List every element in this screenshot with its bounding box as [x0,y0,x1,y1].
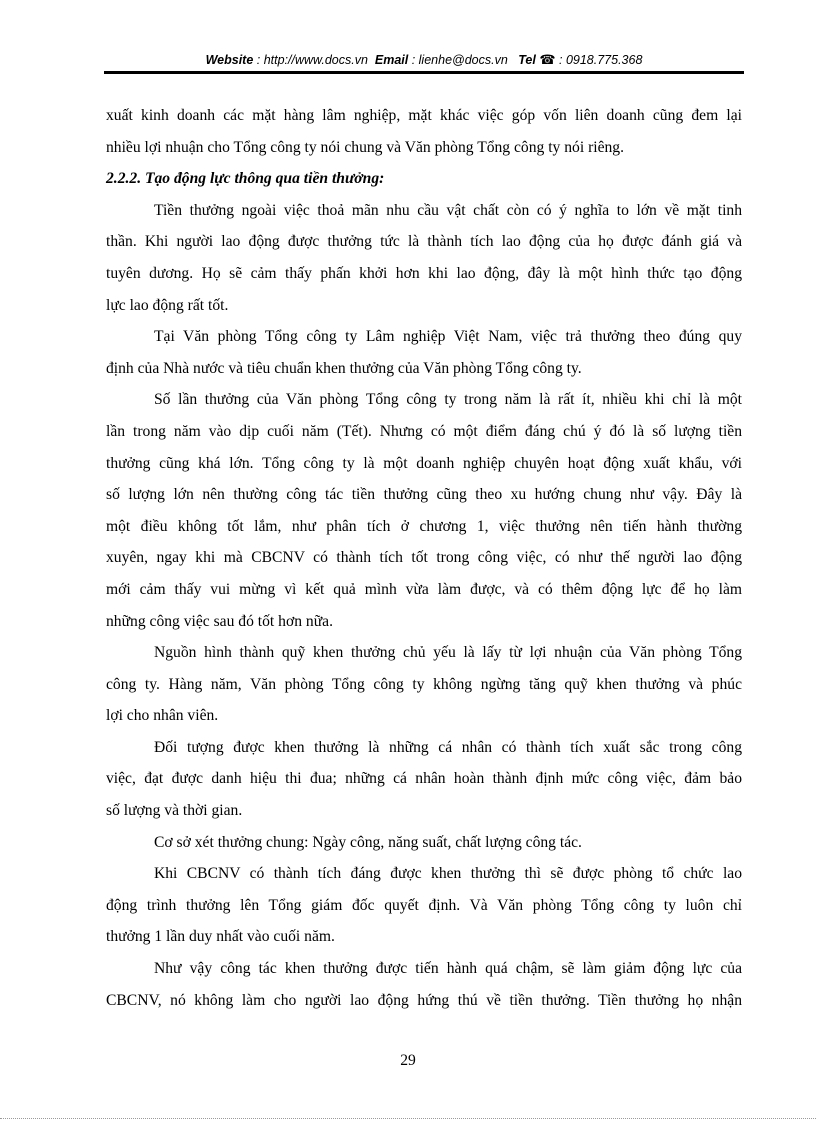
paragraph-2 [106,195,742,321]
text-line: thưởng cũng khá lớn. Tổng công ty là một doanh nghiệp chuyên hoạt động xuất khẩu, với [106,454,742,472]
text-line: thưởng 1 lần duy nhất vào cuối năm. [106,928,335,946]
text-line: Như vậy công tác khen thưởng được tiến hành quá chậm, sẽ làm giảm động lực của [154,960,742,978]
text-line: Số lần thưởng của Văn phòng Tổng công ty trong năm là rất ít, nhiều khi chỉ là một [154,391,742,409]
page-bottom-border [0,1118,816,1119]
paragraph-7 [106,827,742,859]
text-line: Cơ sở xét thưởng chung: Ngày công, năng suất, chất lượng công tác. [154,833,582,851]
text-line: một điều không tốt lắm, như phân tích ở chương 1, việc thưởng nên tiến hành thường [106,517,742,535]
section-heading: 2.2.2. Tạo động lực thông qua tiền thưởng: [106,170,385,188]
text-line: Khi CBCNV có thành tích đáng được khen thưởng thì sẽ được phòng tổ chức lao [154,865,742,883]
text-line: lợi cho nhân viên. [106,707,219,725]
text-line: Đối tượng được khen thưởng là những cá nhân có thành tích xuất sắc trong công [154,738,742,756]
text-line: thần. Khi người lao động được thưởng tức là thành tích lao động của họ được đánh giá và [106,233,742,251]
paragraph-9 [106,953,742,1016]
tel-separator: : [555,53,566,67]
text-line: định của Nhà nước và tiêu chuẩn khen thưởng của Văn phòng Tổng công ty. [106,359,582,377]
text-line: lần trong năm vào dịp cuối năm (Tết). Nhưng có một điểm đáng chú ý đó là số lượng tiền [106,422,742,440]
page-number: 29 [400,1052,416,1069]
text-line: động trình thưởng lên Tổng giám đốc quyết định. Và Văn phòng Tổng công ty luôn chỉ [106,896,742,914]
paragraph-5 [106,637,742,732]
text-line: những công việc sau đó tốt hơn nữa. [106,612,333,630]
text-line: công ty. Hàng năm, Văn phòng Tổng công ty không ngừng tăng quỹ khen thưởng và phúc [106,675,742,693]
paragraph-3 [106,321,742,384]
text-line: Nguồn hình thành quỹ khen thưởng chủ yếu là lấy từ lợi nhuận của Văn phòng Tổng [154,644,742,662]
text-line: xuất kinh doanh các mặt hàng lâm nghiệp, mặt khác việc góp vốn liên doanh cũng đem lại [106,107,742,124]
phone-icon: ☎ [539,52,556,67]
text-line: số lượng lớn nên thường công tác tiền thưởng cũng theo xu hướng chung như vậy. Đây là [106,486,742,504]
text-line: việc, đạt được danh hiệu thi đua; những cá nhân hoàn thành định mức công việc, đảm bảo [106,770,742,788]
tel-value: 0918.775.368 [565,53,643,67]
text-line: CBCNV, nó không làm cho người lao động hứng thú về tiền thưởng. Tiền thưởng họ nhận [106,991,742,1009]
website-label: Website [205,53,254,67]
text-line: nhiều lợi nhuận cho Tổng công ty nói chung và Văn phòng Tổng công ty nói riêng. [106,138,625,156]
email-value: lienhe@docs.vn [418,53,508,67]
paragraph-4 [106,384,742,637]
page-header [108,51,740,71]
paragraph-8 [106,858,742,953]
website-url: http://www.docs.vn [263,53,368,67]
document-body [106,100,742,1016]
paragraph-1 [106,100,742,163]
text-line: lực lao động rất tốt. [106,296,229,314]
header-rule [104,71,744,74]
website-separator: : [253,53,264,67]
text-line: số lượng và thời gian. [106,802,243,820]
text-line: mới cảm thấy vui mừng vì kết quả mình vừa làm được, và có thêm động lực để họ làm [106,580,742,598]
text-line: xuyên, ngay khi mà CBCNV có thành tích tốt trong công việc, có như thế người lao động [106,549,742,567]
text-line: Tiền thưởng ngoài việc thoả mãn nhu cầu vật chất còn có ý nghĩa to lớn về mặt tinh [154,201,742,219]
paragraph-6 [106,732,742,827]
text-line: Tại Văn phòng Tổng công ty Lâm nghiệp Việt Nam, việc trả thưởng theo đúng quy [154,328,742,346]
text-line: tuyên dương. Họ sẽ cảm thấy phấn khởi hơn khi lao động, đây là một hình thức tạo động [106,264,742,282]
tel-label: Tel [518,53,536,67]
email-label: Email [374,53,409,67]
email-separator: : [408,53,419,67]
